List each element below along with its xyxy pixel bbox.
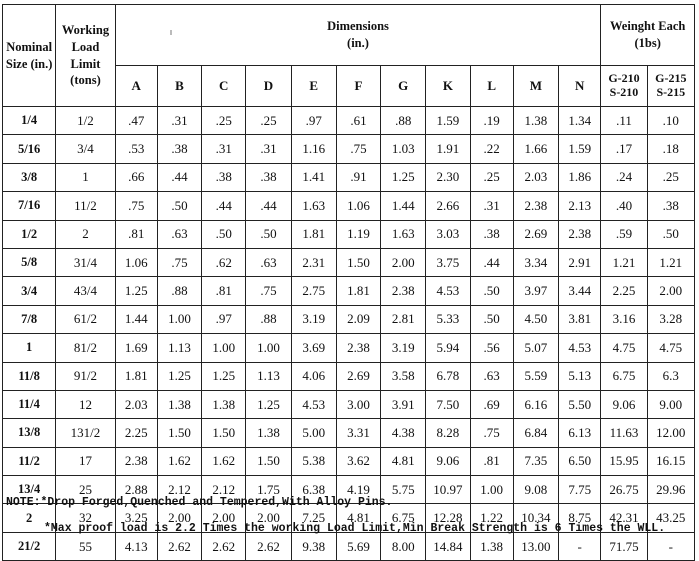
cell-dim-a: 1.44 (115, 305, 157, 333)
cell-dim-e: 3.69 (291, 334, 336, 362)
cell-working-load-limit: 25 (56, 476, 115, 504)
cell-dim-g: 3.58 (381, 362, 426, 390)
cell-dim-f: 2.38 (336, 334, 380, 362)
cell-dim-f: 4.19 (336, 476, 380, 504)
cell-dim-k: 2.30 (426, 163, 470, 191)
cell-dim-n: 1.86 (559, 163, 601, 191)
cell-dim-d: .63 (246, 248, 291, 276)
cell-dim-g: 2.00 (381, 248, 426, 276)
cell-dim-b: .75 (157, 248, 201, 276)
cell-dim-k: 10.97 (426, 476, 470, 504)
cell-dim-k: 14.84 (426, 532, 470, 560)
cell-working-load-limit: 12 (56, 390, 115, 418)
cell-dim-d: 2.00 (246, 504, 291, 532)
cell-dim-l: .31 (470, 192, 513, 220)
cell-dim-a: 3.25 (115, 504, 157, 532)
cell-dim-c: .31 (202, 135, 246, 163)
cell-dim-g: 1.44 (381, 192, 426, 220)
cell-weight-g215: 1.21 (647, 248, 694, 276)
header-dim-m: M (513, 66, 558, 107)
header-dim-a: A (115, 66, 157, 107)
cell-dim-l: .25 (470, 163, 513, 191)
cell-dim-a: .53 (115, 135, 157, 163)
note-drop-forged: NOTE:*Drop Forged,Quenched and Tempered,With Alloy Pins. (6, 496, 393, 509)
cell-dim-n: 6.13 (559, 419, 601, 447)
cell-dim-f: 1.81 (336, 277, 380, 305)
cell-weight-g210: .11 (601, 107, 647, 135)
cell-dim-c: 1.50 (202, 419, 246, 447)
cell-dim-d: .25 (246, 107, 291, 135)
cell-dim-f: 3.31 (336, 419, 380, 447)
table-row (3, 447, 695, 475)
cell-working-load-limit: 1 (56, 163, 115, 191)
table-header (3, 5, 695, 107)
cell-dim-c: 2.00 (202, 504, 246, 532)
cell-working-load-limit: 61/2 (56, 305, 115, 333)
cell-weight-g215: 3.28 (647, 305, 694, 333)
header-working-load-limit: Working Load Limit (tons) (56, 5, 115, 107)
cell-dim-n: 2.13 (559, 192, 601, 220)
cell-dim-l: .50 (470, 277, 513, 305)
cell-dim-n: 2.91 (559, 248, 601, 276)
cell-working-load-limit: 81/2 (56, 334, 115, 362)
cell-dim-b: 2.00 (157, 504, 201, 532)
cell-dim-n: 7.75 (559, 476, 601, 504)
cell-dim-l: .50 (470, 305, 513, 333)
cell-dim-n: 5.50 (559, 390, 601, 418)
cell-working-load-limit: 91/2 (56, 362, 115, 390)
note-proof-load: *Max proof load is 2.2 Times the working Load Limit,Min Break Strength is 6 Times the WLL. (44, 522, 666, 535)
cell-dim-b: .88 (157, 277, 201, 305)
cell-dim-g: 3.91 (381, 390, 426, 418)
cell-weight-g210: 9.06 (601, 390, 647, 418)
cell-dim-b: 1.50 (157, 419, 201, 447)
cell-dim-c: 2.62 (202, 532, 246, 560)
cell-dim-l: .69 (470, 390, 513, 418)
cell-dim-n: 8.75 (559, 504, 601, 532)
header-weight-each: Weinght Each (1bs) (601, 5, 695, 66)
cell-dim-a: .81 (115, 220, 157, 248)
cell-nominal-size: 7/8 (3, 305, 56, 333)
cell-dim-a: 2.03 (115, 390, 157, 418)
header-dim-g: G (381, 66, 426, 107)
table-row (3, 419, 695, 447)
cell-dim-k: 8.28 (426, 419, 470, 447)
weight-model-s210: S-210 (609, 85, 639, 99)
cell-working-load-limit: 11/2 (56, 192, 115, 220)
cell-weight-g210: 6.75 (601, 362, 647, 390)
cell-dim-d: 1.00 (246, 334, 291, 362)
cell-dim-b: .44 (157, 163, 201, 191)
cell-nominal-size: 7/16 (3, 192, 56, 220)
cell-dim-d: 1.13 (246, 362, 291, 390)
cell-dim-d: .38 (246, 163, 291, 191)
cell-dim-g: 2.38 (381, 277, 426, 305)
cell-dim-c: 1.38 (202, 390, 246, 418)
cell-dim-c: .38 (202, 163, 246, 191)
cell-dim-e: 2.75 (291, 277, 336, 305)
cell-dim-m: 7.35 (513, 447, 558, 475)
cell-dim-d: .75 (246, 277, 291, 305)
table-row (3, 192, 695, 220)
cell-working-load-limit: 32 (56, 504, 115, 532)
cell-nominal-size: 2 (3, 504, 56, 532)
cell-dim-e: 1.63 (291, 192, 336, 220)
cell-dim-g: 1.25 (381, 163, 426, 191)
cell-dim-l: .22 (470, 135, 513, 163)
cell-dim-k: 4.53 (426, 277, 470, 305)
cell-dim-f: 3.62 (336, 447, 380, 475)
weight-model-g215: G-215 (655, 71, 687, 86)
cell-dim-n: - (559, 532, 601, 560)
cell-weight-g215: 43.25 (647, 504, 694, 532)
cell-dim-l: .56 (470, 334, 513, 362)
cell-dim-k: 5.33 (426, 305, 470, 333)
table-row (3, 220, 695, 248)
cell-dim-n: 3.44 (559, 277, 601, 305)
cell-dim-a: .66 (115, 163, 157, 191)
header-dim-d: D (246, 66, 291, 107)
cell-working-load-limit: 3/4 (56, 135, 115, 163)
cell-working-load-limit: 43/4 (56, 277, 115, 305)
header-dim-b: B (157, 66, 201, 107)
cell-dim-b: 1.00 (157, 305, 201, 333)
cell-dim-g: 1.03 (381, 135, 426, 163)
cell-dim-d: 1.38 (246, 419, 291, 447)
header-weight-g215-s215 (647, 66, 694, 107)
cell-dim-b: 2.12 (157, 476, 201, 504)
cell-dim-m: 13.00 (513, 532, 558, 560)
table-row (3, 163, 695, 191)
cell-dim-c: .62 (202, 248, 246, 276)
cell-nominal-size: 11/8 (3, 362, 56, 390)
cell-dim-g: 1.63 (381, 220, 426, 248)
cell-weight-g215: 4.75 (647, 334, 694, 362)
cell-dim-k: 9.06 (426, 447, 470, 475)
cell-dim-g: .88 (381, 107, 426, 135)
cell-weight-g210: .40 (601, 192, 647, 220)
cell-dim-d: .44 (246, 192, 291, 220)
cell-dim-e: 1.16 (291, 135, 336, 163)
cell-weight-g210: 11.63 (601, 419, 647, 447)
cell-dim-e: 9.38 (291, 532, 336, 560)
cell-dim-m: 1.66 (513, 135, 558, 163)
cell-dim-m: 2.03 (513, 163, 558, 191)
cell-dim-l: 1.00 (470, 476, 513, 504)
cell-dim-g: 4.81 (381, 447, 426, 475)
cell-dim-f: 2.69 (336, 362, 380, 390)
cell-weight-g215: 2.00 (647, 277, 694, 305)
cell-weight-g210: .59 (601, 220, 647, 248)
cell-dim-c: 1.25 (202, 362, 246, 390)
cell-dim-e: 5.38 (291, 447, 336, 475)
cell-dim-k: 1.91 (426, 135, 470, 163)
cell-dim-e: 6.38 (291, 476, 336, 504)
cell-dim-c: .97 (202, 305, 246, 333)
cell-dim-c: .81 (202, 277, 246, 305)
cell-dim-e: 1.81 (291, 220, 336, 248)
cell-dim-l: 1.38 (470, 532, 513, 560)
cell-working-load-limit: 31/4 (56, 248, 115, 276)
cell-dim-e: 2.31 (291, 248, 336, 276)
cell-dim-m: 3.97 (513, 277, 558, 305)
cell-dim-d: .50 (246, 220, 291, 248)
cell-dim-g: 6.75 (381, 504, 426, 532)
header-dim-f: F (336, 66, 380, 107)
cell-dim-k: 7.50 (426, 390, 470, 418)
cell-dim-f: 1.19 (336, 220, 380, 248)
cell-dim-l: .38 (470, 220, 513, 248)
cell-weight-g215: 12.00 (647, 419, 694, 447)
cell-weight-g210: .24 (601, 163, 647, 191)
cell-dim-n: 3.81 (559, 305, 601, 333)
cell-dim-a: 2.38 (115, 447, 157, 475)
cell-dim-f: 5.69 (336, 532, 380, 560)
cell-nominal-size: 11/2 (3, 447, 56, 475)
cell-dim-b: .50 (157, 192, 201, 220)
cell-weight-g210: 3.16 (601, 305, 647, 333)
cell-nominal-size: 13/8 (3, 419, 56, 447)
cell-nominal-size: 1/2 (3, 220, 56, 248)
cell-dim-f: 2.09 (336, 305, 380, 333)
cell-dim-e: 1.41 (291, 163, 336, 191)
table-row (3, 107, 695, 135)
cell-nominal-size: 13/4 (3, 476, 56, 504)
cell-dim-k: 1.59 (426, 107, 470, 135)
cell-dim-k: 6.78 (426, 362, 470, 390)
table-row (3, 277, 695, 305)
cell-dim-a: 1.81 (115, 362, 157, 390)
table-row (3, 305, 695, 333)
cell-dim-a: 1.69 (115, 334, 157, 362)
cell-dim-n: 5.13 (559, 362, 601, 390)
table-row (3, 362, 695, 390)
cell-dim-b: 1.38 (157, 390, 201, 418)
cell-dim-a: .47 (115, 107, 157, 135)
cell-weight-g210: 4.75 (601, 334, 647, 362)
cell-nominal-size: 11/4 (3, 390, 56, 418)
dimensions-unit: (in.) (347, 36, 369, 50)
cell-weight-g215: 6.3 (647, 362, 694, 390)
cell-dim-m: 2.69 (513, 220, 558, 248)
cell-dim-f: 4.81 (336, 504, 380, 532)
cell-working-load-limit: 1/2 (56, 107, 115, 135)
table-row (3, 248, 695, 276)
cell-dim-e: 5.00 (291, 419, 336, 447)
cell-dim-l: .63 (470, 362, 513, 390)
table-body (3, 107, 695, 561)
cell-nominal-size: 21/2 (3, 532, 56, 560)
cell-dim-f: 1.50 (336, 248, 380, 276)
table-row (3, 390, 695, 418)
cell-dim-f: 3.00 (336, 390, 380, 418)
cell-dim-m: 3.34 (513, 248, 558, 276)
dimensions-title: Dimensions (327, 19, 389, 34)
cell-dim-c: 1.62 (202, 447, 246, 475)
header-dim-c: C (202, 66, 246, 107)
cell-weight-g215: .18 (647, 135, 694, 163)
cell-weight-g210: 2.25 (601, 277, 647, 305)
cell-working-load-limit: 2 (56, 220, 115, 248)
cell-weight-g215: .38 (647, 192, 694, 220)
cell-dim-m: 6.84 (513, 419, 558, 447)
cell-weight-g210: 71.75 (601, 532, 647, 560)
header-dim-k: K (426, 66, 470, 107)
cell-nominal-size: 1/4 (3, 107, 56, 135)
cell-dim-d: .31 (246, 135, 291, 163)
cell-dim-m: 5.59 (513, 362, 558, 390)
cell-weight-g215: - (647, 532, 694, 560)
cell-dim-m: 4.50 (513, 305, 558, 333)
shackle-spec-table (2, 4, 695, 561)
cell-dim-b: 2.62 (157, 532, 201, 560)
cell-dim-n: 2.38 (559, 220, 601, 248)
cell-dim-a: 4.13 (115, 532, 157, 560)
cell-dim-b: .38 (157, 135, 201, 163)
cell-dim-d: .88 (246, 305, 291, 333)
cell-dim-a: .75 (115, 192, 157, 220)
cell-dim-f: 1.06 (336, 192, 380, 220)
cell-nominal-size: 1 (3, 334, 56, 362)
cell-dim-c: 1.00 (202, 334, 246, 362)
cell-weight-g215: .50 (647, 220, 694, 248)
weight-model-g210: G-210 (608, 71, 640, 86)
cell-weight-g210: 26.75 (601, 476, 647, 504)
cell-dim-g: 2.81 (381, 305, 426, 333)
cell-nominal-size: 5/16 (3, 135, 56, 163)
cell-dim-b: .63 (157, 220, 201, 248)
cell-working-load-limit: 17 (56, 447, 115, 475)
header-nominal-size: Nominal Size (in.) (3, 5, 56, 107)
cell-dim-m: 6.16 (513, 390, 558, 418)
cell-weight-g210: 42.31 (601, 504, 647, 532)
cell-dim-n: 1.59 (559, 135, 601, 163)
cell-nominal-size: 3/4 (3, 277, 56, 305)
cell-dim-l: .75 (470, 419, 513, 447)
cell-dim-n: 4.53 (559, 334, 601, 362)
cell-weight-g210: .17 (601, 135, 647, 163)
cell-dim-c: .50 (202, 220, 246, 248)
cell-weight-g215: 16.15 (647, 447, 694, 475)
header-dimensions (115, 5, 601, 66)
cell-nominal-size: 5/8 (3, 248, 56, 276)
cell-dim-d: 1.25 (246, 390, 291, 418)
cell-dim-g: 8.00 (381, 532, 426, 560)
cell-dim-d: 1.50 (246, 447, 291, 475)
cell-dim-e: 4.06 (291, 362, 336, 390)
cell-dim-d: 1.75 (246, 476, 291, 504)
cell-dim-n: 6.50 (559, 447, 601, 475)
cell-dim-k: 3.03 (426, 220, 470, 248)
cell-dim-c: 2.12 (202, 476, 246, 504)
cell-dim-b: .31 (157, 107, 201, 135)
cell-working-load-limit: 55 (56, 532, 115, 560)
cell-dim-l: .44 (470, 248, 513, 276)
cell-dim-f: .91 (336, 163, 380, 191)
cell-dim-l: .19 (470, 107, 513, 135)
cell-dim-g: 4.38 (381, 419, 426, 447)
header-dim-l: L (470, 66, 513, 107)
cell-dim-k: 5.94 (426, 334, 470, 362)
cell-dim-m: 2.38 (513, 192, 558, 220)
cell-dim-m: 9.08 (513, 476, 558, 504)
cell-dim-e: 7.25 (291, 504, 336, 532)
cell-dim-b: 1.62 (157, 447, 201, 475)
cell-dim-e: 3.19 (291, 305, 336, 333)
cell-weight-g215: 9.00 (647, 390, 694, 418)
cell-weight-g215: .25 (647, 163, 694, 191)
table-row (3, 135, 695, 163)
cell-dim-m: 5.07 (513, 334, 558, 362)
cell-dim-m: 10.34 (513, 504, 558, 532)
header-dim-e: E (291, 66, 336, 107)
cell-dim-a: 2.88 (115, 476, 157, 504)
cell-dim-d: 2.62 (246, 532, 291, 560)
cell-dim-m: 1.38 (513, 107, 558, 135)
cell-dim-g: 5.75 (381, 476, 426, 504)
cell-dim-e: 4.53 (291, 390, 336, 418)
weight-model-s215: S-215 (656, 85, 686, 99)
cell-weight-g210: 1.21 (601, 248, 647, 276)
header-dim-n: N (559, 66, 601, 107)
cell-dim-a: 2.25 (115, 419, 157, 447)
cell-dim-n: 1.34 (559, 107, 601, 135)
header-weight-g210-s210 (601, 66, 647, 107)
cell-dim-a: 1.25 (115, 277, 157, 305)
cell-dim-e: .97 (291, 107, 336, 135)
cell-weight-g215: 29.96 (647, 476, 694, 504)
cell-dim-b: 1.25 (157, 362, 201, 390)
cell-dim-k: 3.75 (426, 248, 470, 276)
cell-dim-l: .81 (470, 447, 513, 475)
cell-dim-c: .44 (202, 192, 246, 220)
cell-dim-l: 1.22 (470, 504, 513, 532)
cell-weight-g210: 15.95 (601, 447, 647, 475)
cell-dim-f: .61 (336, 107, 380, 135)
cell-dim-k: 12.28 (426, 504, 470, 532)
cell-dim-g: 3.19 (381, 334, 426, 362)
cell-dim-a: 1.06 (115, 248, 157, 276)
cell-dim-b: 1.13 (157, 334, 201, 362)
cell-dim-k: 2.66 (426, 192, 470, 220)
cell-dim-c: .25 (202, 107, 246, 135)
table-row (3, 334, 695, 362)
cell-working-load-limit: 131/2 (56, 419, 115, 447)
cell-weight-g215: .10 (647, 107, 694, 135)
cell-dim-f: .75 (336, 135, 380, 163)
cell-nominal-size: 3/8 (3, 163, 56, 191)
table-row (3, 532, 695, 560)
